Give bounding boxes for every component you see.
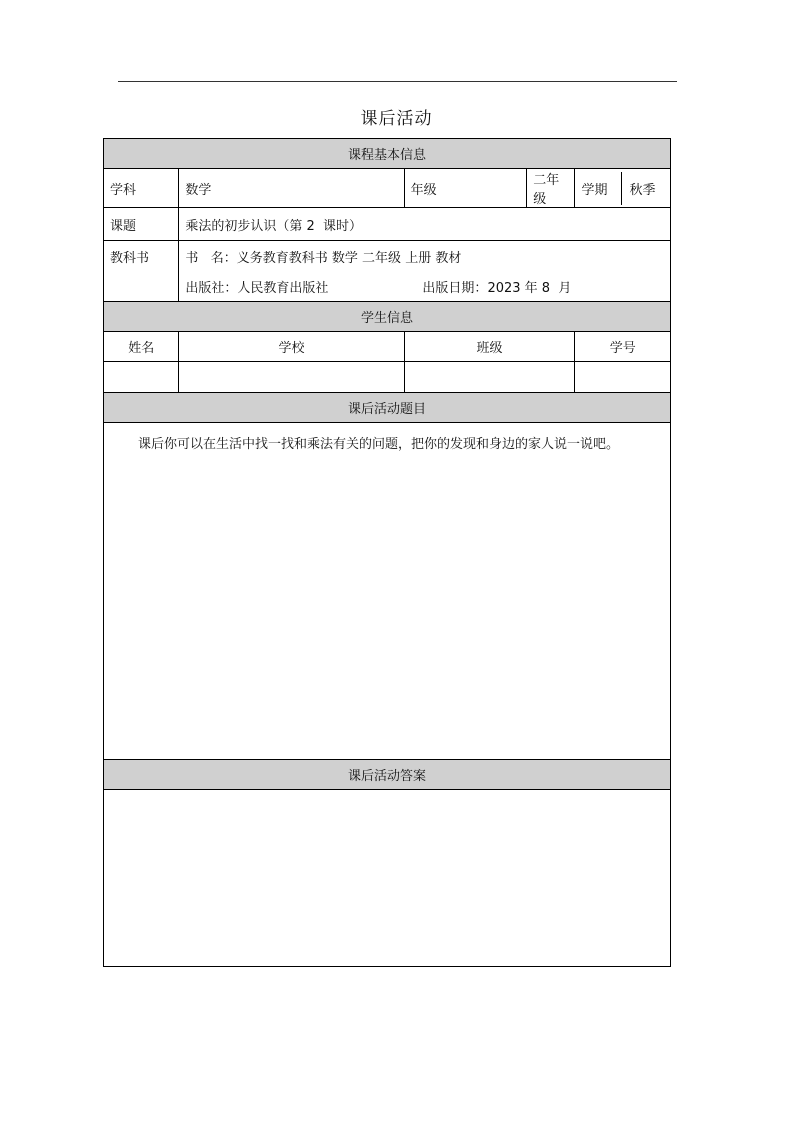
activity-sheet-table [103, 138, 671, 967]
section-header-basic-info: 课程基本信息 [104, 139, 671, 169]
pub-date-label: 出版日期： [422, 280, 488, 296]
term-cells [575, 169, 671, 208]
term-value: 秋季 [629, 182, 656, 198]
grade-value: 二年级 [527, 169, 575, 208]
student-class-header: 班级 [404, 332, 575, 362]
subject-value: 数学 [179, 169, 404, 208]
section-header-activity-answer: 课后活动答案 [104, 760, 671, 790]
publisher-line [185, 271, 664, 301]
student-id-field[interactable] [575, 362, 671, 393]
book-name-label: 书 名： [185, 250, 237, 266]
subject-label: 学科 [104, 169, 179, 208]
section-header-activity-question: 课后活动题目 [104, 393, 671, 423]
student-school-field[interactable] [179, 362, 404, 393]
student-name-header: 姓名 [104, 332, 179, 362]
activity-question-cell [104, 423, 671, 760]
publisher-value: 人民教育出版社 [237, 280, 329, 296]
textbook-label: 教科书 [104, 241, 179, 302]
page-title: 课后活动 [360, 109, 433, 129]
textbook-details [179, 241, 671, 302]
book-name-line [185, 241, 664, 271]
book-name-value: 义务教育教科书 数学 二年级 上册 教材 [236, 250, 462, 266]
student-id-header: 学号 [575, 332, 671, 362]
term-label: 学期 [575, 172, 622, 205]
pub-date-value: 2023 年 8 月 [487, 280, 572, 296]
header-rule [118, 81, 677, 82]
student-class-field[interactable] [404, 362, 575, 393]
topic-value: 乘法的初步认识（第 2 课时） [179, 208, 671, 241]
section-header-student-info: 学生信息 [104, 302, 671, 332]
student-school-header: 学校 [179, 332, 404, 362]
topic-label: 课题 [104, 208, 179, 241]
publisher-label: 出版社： [185, 280, 238, 296]
grade-label: 年级 [404, 169, 527, 208]
activity-question-text: 课后你可以在生活中找一找和乘法有关的问题，把你的发现和身边的家人说一说吧。 [138, 437, 620, 452]
student-name-field[interactable] [104, 362, 179, 393]
activity-answer-field[interactable] [104, 790, 671, 967]
